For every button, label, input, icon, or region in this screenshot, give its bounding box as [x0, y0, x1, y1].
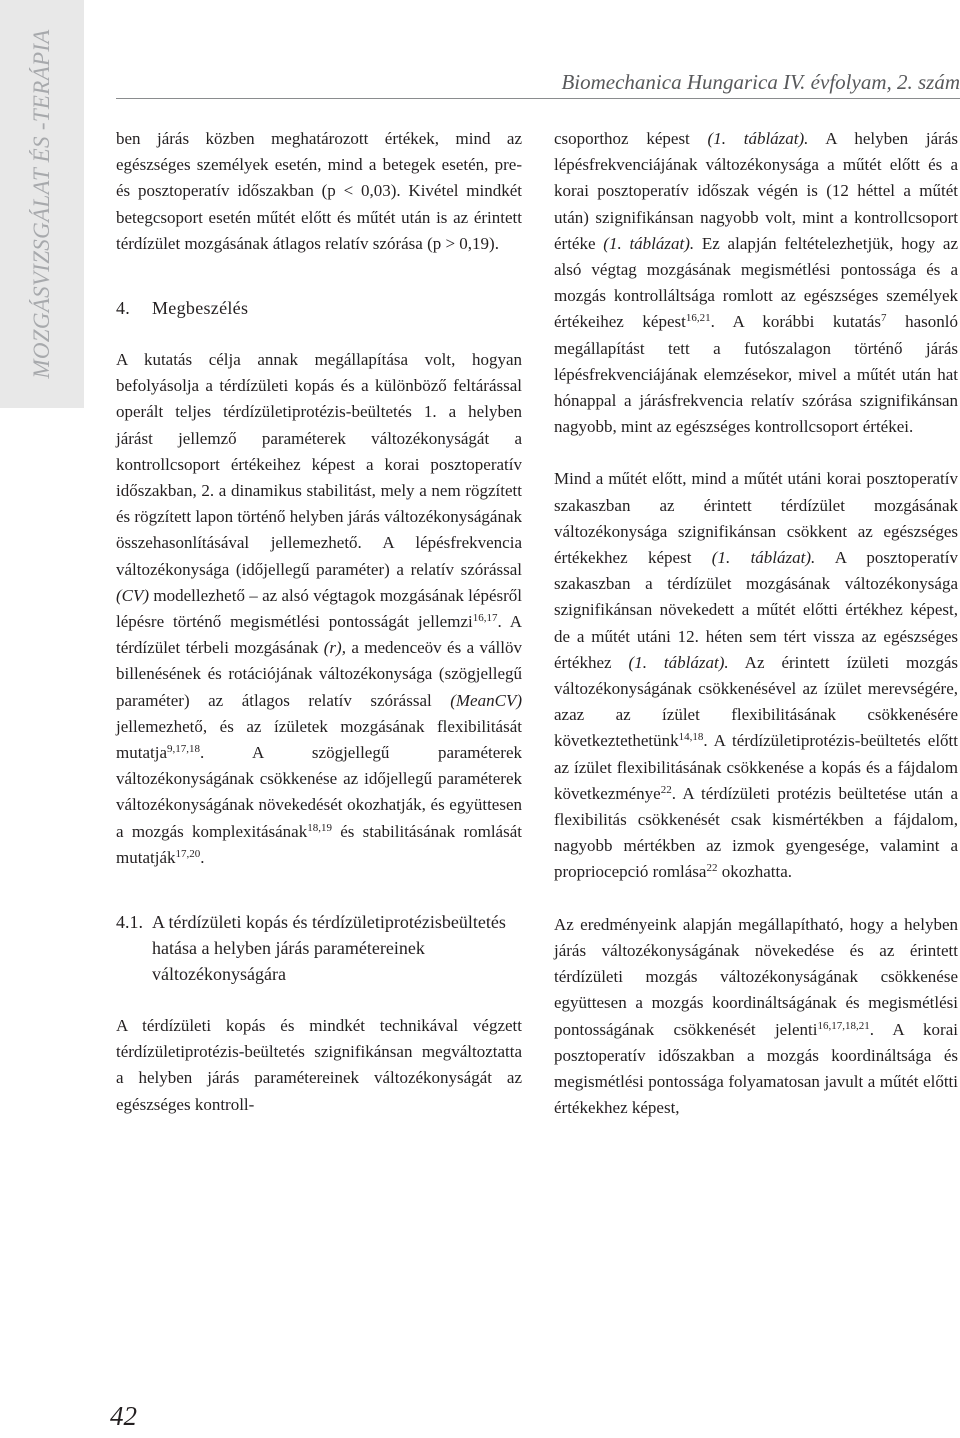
section-heading [116, 295, 522, 321]
subsection-heading [116, 909, 522, 987]
text-run: . A korábbi kutatás [710, 312, 882, 332]
text-run: . A térdízületi protézis beültetése után a flexibilitás csökkenését csak kismértékben a fájdalom, nagyobb mértékben az izmok gyengesége, valamint a propriocepció romlása [554, 783, 958, 882]
right-column [554, 126, 958, 1121]
text-run: és stabilitásának romlását mutatják [116, 821, 522, 867]
text-run: A posztoperatív szakaszban a térdízület mozgásának változékonysága szignifikánsan növekedett a műtét előtti értékhez képest, de a műtét utáni 12. héten sem tért vissza az egészséges értékhez [554, 548, 959, 672]
text-run: Ez alapján feltételezhetjük, hogy az alsó végtag mozgásának megismétlési pontossága és a mozgás kontrolláltsága romlott az egészséges személyek értékeihez képest [554, 233, 958, 332]
section-number: 4. [116, 298, 131, 319]
table-reference: (1. táblázat). [603, 233, 695, 253]
section-label: MOZGÁSVIZSGÁLAT ÉS -TERÁPIA [29, 29, 54, 379]
header-rule [116, 98, 960, 99]
paragraph-subsection: A térdízületi kopás és mindkét technikával végzett térdízületiprotézis-beültetés szignifikánsan megváltoztatta a helyben járás paramétereinek változékonyságát az egészséges kontroll- [116, 1016, 522, 1114]
table-reference: (1. táblázat). [707, 129, 809, 148]
text-run: . A térdízület térbeli mozgásának [116, 612, 522, 658]
citation-superscript: 17,20 [175, 847, 201, 860]
paragraph-results-end: ben járás közben meghatározott értékek, mind az egészséges személyek esetén, mind a betegek esetén, pre- és posztoperatív időszakban (p < 0,03). Kivétel mindkét betegcsoport esetén műtét előtt és műtét után is az érintett térdízület mozgásának átlagos relatív szórása (p > 0,19). [116, 129, 522, 253]
text-run-italic: (r), [323, 638, 346, 658]
text-run: Az érintett ízületi mozgás változékonyságának csökkenésével az ízület merevségére, azaz az ízület flexibilitásának csökkenésére következtethetünk [554, 652, 958, 751]
text-run: modellezhető – az alsó végtagok mozgásának lépésről lépésre történő megismétlési pontosságát jellemzi [116, 585, 522, 632]
text-run: . A szögjellegű paraméterek változékonyságának csökkenése az időjellegű paraméterek változékonyságának növekedését okozhatják, és együttesen a mozgás komplexitásának [116, 743, 522, 841]
sidebar-band [0, 0, 84, 408]
subsection-title: A térdízületi kopás és térdízületiprotézisbeültetés hatása a helyben járás paramétereinek változékonyságára [152, 912, 506, 985]
text-run: csoporthoz képest [554, 129, 708, 148]
text-run-italic: (CV) [116, 585, 150, 605]
text-run: hasonló megállapítást tett a futószalagon történő járás lépésfrekvenciájának elemzésekor, mivel a műtét után hat hónappal a járásfrekvencia relatív szórása szignifikánsan nagyobb, mint az egészséges kontrollcsoport értékei. [554, 312, 959, 437]
text-run: A helyben járás lépésfrekvenciájának változékonysága a műtét előtt és a korai posztoperatív időszak végén is (12 héttel a műtét után) szignifikánsan nagyobb volt, mint a kontrollcsoport értéke [554, 129, 959, 253]
paragraph-knee-variability [554, 466, 958, 885]
text-run: okozhatta. [717, 862, 793, 882]
citation-superscript: 22 [706, 862, 718, 875]
text-run: A kutatás célja annak megállapítása volt, hogyan befolyásolja a térdízületi kopás és a különböző feltárással operált teljes térdízületiprotézis-beültetés 1. a helyben járást jellemző paraméterek változékonyságát a kontrollcsoport értékeihez képest a korai posztoperatív időszakban, 2. a dinamikus stabilitást, mely a nem rögzített és rögzített lapon történő helyben járás változékonyságának összehasonlításával jellemezhető. A lépésfrekvencia változékonysága (időjellegű paraméter) a relatív szórással [116, 350, 522, 579]
text-run: Az eredményeink alapján megállapítható, hogy a helyben járás változékonyságának növekedése és az érintett térdízületi mozgás változékonyságának csökkenése együttesen a mozgás koordináltságának és megismétlési pontosságának csökkenését jelenti [554, 914, 958, 1039]
citation-superscript: 7 [881, 312, 887, 325]
journal-running-head: Biomechanica Hungarica IV. évfolyam, 2. szám [561, 70, 960, 94]
left-column [116, 126, 522, 1118]
paragraph-step-frequency [554, 126, 958, 440]
citation-superscript: 16,21 [685, 312, 711, 325]
table-reference: (1. táblázat). [628, 652, 729, 672]
citation-superscript: 16,17,18,21 [817, 1019, 870, 1032]
subsection-number: 4.1. [116, 912, 143, 933]
text-run: . A térdízületiprotézis-beültetés előtt az ízület flexibilitásának csökkenése a kopás és a fájdalom következménye [554, 731, 958, 803]
text-run: a medenceöv és a vállöv billenésének és rotációjának változékonysága (szögjellegű paraméter) az átlagos relatív szórással [116, 638, 522, 710]
paragraph-discussion [116, 347, 522, 871]
text-run: . A korai posztoperatív időszakban a mozgás koordináltsága és megismétlési pontossága folyamatosan javult a műtét előtti értékekhez képest, [554, 1019, 958, 1118]
citation-superscript: 22 [660, 783, 672, 796]
page-number: 42 [110, 1401, 137, 1431]
text-run: jellemezhető, és az ízületek mozgásának flexibilitását mutatja [116, 716, 522, 763]
table-reference: (1. táblázat). [711, 548, 816, 568]
citation-superscript: 9,17,18 [166, 743, 200, 756]
section-title: Megbeszélés [152, 298, 249, 319]
citation-superscript: 18,19 [307, 821, 332, 834]
paragraph-conclusion [554, 912, 958, 1122]
text-run: Mind a műtét előtt, mind a műtét utáni korai posztoperatív szakaszban az érintett térdízület mozgásának változékonysága szignifikánsan csökkent az egészséges értékekhez képest [554, 469, 958, 568]
citation-superscript: 16,17 [472, 612, 498, 625]
citation-superscript: 14,18 [678, 731, 704, 744]
text-run-italic: (MeanCV) [450, 690, 522, 710]
text-run: . [200, 847, 205, 867]
